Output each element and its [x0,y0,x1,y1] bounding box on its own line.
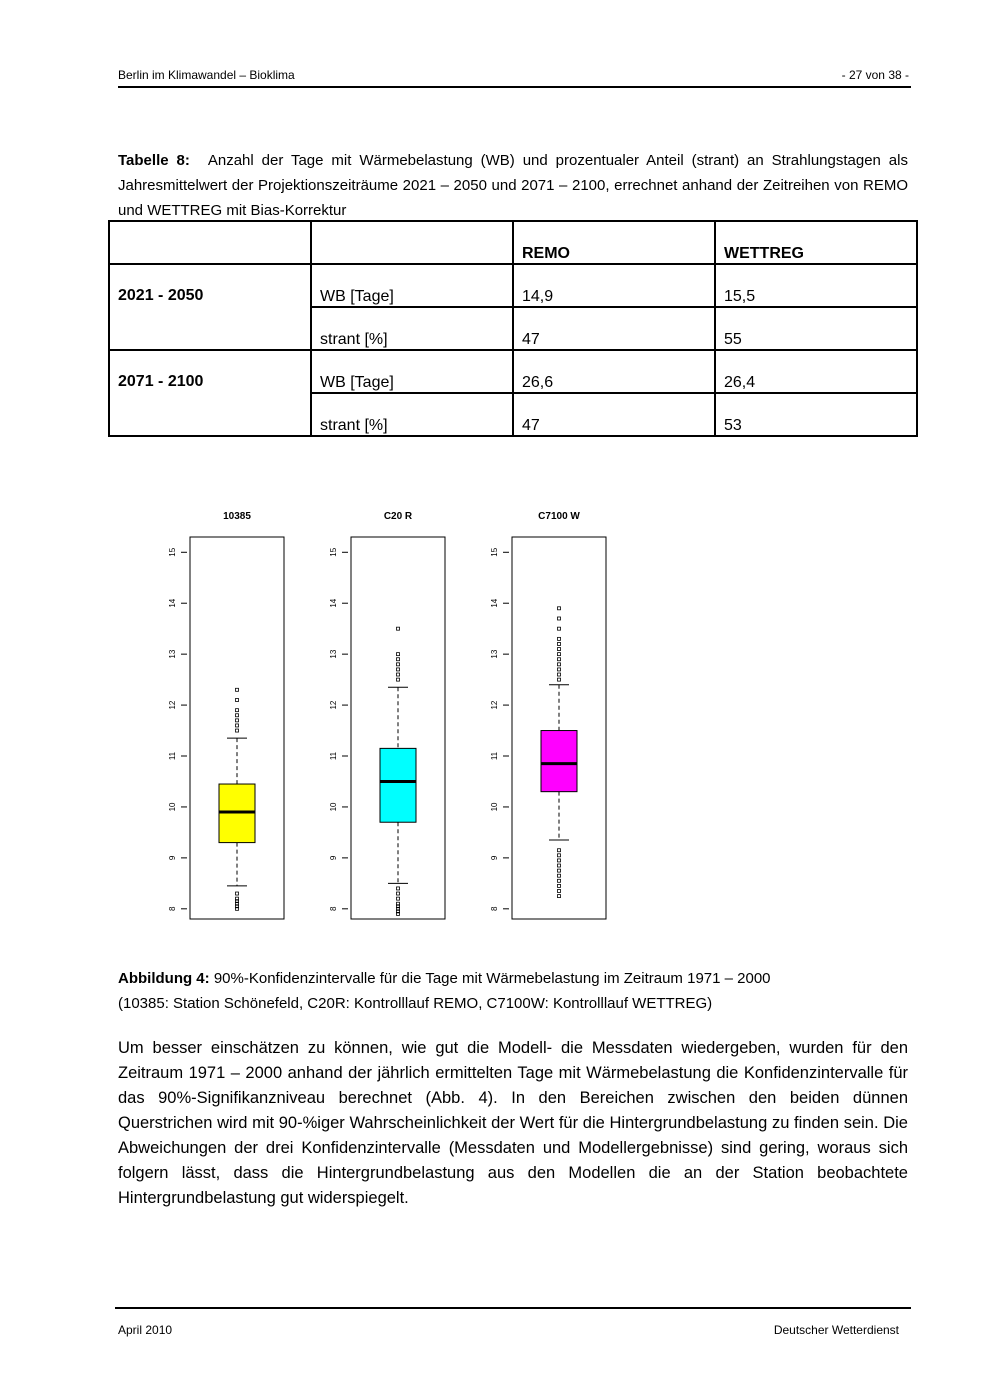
y-tick-label: 10 [329,802,338,812]
outlier-point [397,897,400,900]
outlier-point [236,709,239,712]
y-tick-label: 10 [490,802,499,812]
table-cell: 55 [715,307,917,350]
figure-caption-text: 90%-Konfidenzintervalle für die Tage mit Wärmebelastung im Zeitraum 1971 – 2000 [213,970,771,987]
outlier-point [558,889,561,892]
table-caption-label: Tabelle 8: [118,152,190,169]
y-tick-label: 11 [329,751,338,761]
outlier-point [236,714,239,717]
table-cell: 53 [715,393,917,436]
outlier-point [558,637,561,640]
plot-frame [190,537,284,919]
figure-caption [118,966,908,1016]
outlier-point [558,874,561,877]
outlier-point [397,668,400,671]
outlier-point [558,854,561,857]
boxplot-panel [490,511,606,919]
table-header-cell: REMO [513,221,715,264]
table-row [109,350,917,393]
boxplot-panel [329,511,445,919]
outlier-point [236,729,239,732]
y-tick-label: 14 [490,598,499,608]
y-tick-label: 10 [168,802,177,812]
y-tick-label: 15 [490,547,499,557]
outlier-point [558,849,561,852]
table-cell: WB [Tage] [311,350,513,393]
table-header-cell [311,221,513,264]
table-cell: WB [Tage] [311,264,513,307]
table-row [109,264,917,307]
outlier-point [236,688,239,691]
iqr-box [541,731,577,792]
table-cell: 47 [513,307,715,350]
y-tick-label: 15 [329,547,338,557]
outlier-point [236,719,239,722]
table-cell: 14,9 [513,264,715,307]
boxplot-panel [168,511,284,919]
y-tick-label: 13 [168,649,177,659]
table-header-row [109,221,917,264]
y-tick-label: 8 [168,906,177,912]
table-cell: strant [%] [311,307,513,350]
table-header-cell [109,221,311,264]
footer-date: April 2010 [118,1323,173,1337]
y-tick-label: 13 [329,649,338,659]
period-cell: 2021 - 2050 [109,264,311,350]
outlier-point [558,648,561,651]
outlier-point [397,658,400,661]
outlier-point [236,892,239,895]
page-footer [115,1307,911,1337]
outlier-point [558,653,561,656]
header-title: Berlin im Klimawandel – Bioklima [118,68,295,82]
boxplot-figure [150,500,630,930]
results-table [108,220,918,437]
outlier-point [558,658,561,661]
y-tick-label: 12 [490,700,499,710]
figure-caption-legend: (10385: Station Schönefeld, C20R: Kontrolllauf REMO, C7100W: Kontrolllauf WETTREG) [118,995,713,1012]
outlier-point [397,887,400,890]
outlier-point [558,859,561,862]
table-cell: 26,6 [513,350,715,393]
y-tick-label: 8 [329,906,338,912]
y-tick-label: 14 [168,598,177,608]
body-paragraph: Um besser einschätzen zu können, wie gut die Modell- die Messdaten wiedergeben, wurden für den Zeitraum 1971 – 2000 anhand der jährlich ermittelten Tage mit Wärmebelastung die Konfidenzintervalle für das 90%-Signifikanzniveau berechnet (Abb. 4). In den Bereichen zwischen den beiden dünnen Querstrichen wird mit 90-%iger Wahrscheinlichkeit der Wert für die Hintergrundbelastung zu finden sein. Die Abweichungen der drei Konfidenzintervalle (Messdaten und Modellergebnisse) sind gering, woraus sich folgern lässt, dass die Hintergrundbelastung aus den Modellen die an der Station beobachtete Hintergrundbelastung gut widerspiegelt. [118,1039,908,1207]
y-tick-label: 15 [168,547,177,557]
outlier-point [236,698,239,701]
y-tick-label: 13 [490,649,499,659]
figure-caption-label: Abbildung 4: [118,970,210,987]
table-cell: strant [%] [311,393,513,436]
outlier-point [558,607,561,610]
y-tick-label: 11 [490,751,499,761]
table-cell: 15,5 [715,264,917,307]
outlier-point [397,678,400,681]
outlier-point [558,617,561,620]
iqr-box [380,748,416,822]
outlier-point [558,663,561,666]
outlier-point [558,673,561,676]
y-tick-label: 9 [168,855,177,861]
outlier-point [397,673,400,676]
page-header [118,66,911,88]
period-cell: 2071 - 2100 [109,350,311,436]
footer-publisher: Deutscher Wetterdienst [773,1323,899,1337]
outlier-point [558,879,561,882]
y-tick-label: 12 [329,700,338,710]
y-tick-label: 9 [490,855,499,861]
outlier-point [397,627,400,630]
outlier-point [397,663,400,666]
table-header-cell: WETTREG [715,221,917,264]
panel-title: C20 R [383,511,413,522]
outlier-point [558,642,561,645]
plot-frame [351,537,445,919]
y-tick-label: 8 [490,906,499,912]
outlier-point [397,892,400,895]
outlier-point [558,678,561,681]
outlier-point [558,864,561,867]
y-tick-label: 14 [329,598,338,608]
outlier-point [558,668,561,671]
table-caption-text: Anzahl der Tage mit Wärmebelastung (WB) und prozentualer Anteil (strant) an Strahlungstagen als Jahresmittelwert der Projektionszeiträume 2021 – 2050 und 2071 – 2100, errechnet anhand der Zeitreihen von REMO und WETTREG mit Bias-Korrektur [118,152,908,219]
outlier-point [558,627,561,630]
outlier-point [558,869,561,872]
table-caption [118,148,908,223]
y-tick-label: 12 [168,700,177,710]
outlier-point [558,884,561,887]
outlier-point [236,724,239,727]
outlier-point [397,653,400,656]
table-cell: 26,4 [715,350,917,393]
panel-title: 10385 [223,511,251,522]
page-number: - 27 von 38 - [841,68,909,82]
panel-title: C7100 W [538,511,580,522]
outlier-point [558,895,561,898]
table-cell: 47 [513,393,715,436]
y-tick-label: 11 [168,751,177,761]
y-tick-label: 9 [329,855,338,861]
